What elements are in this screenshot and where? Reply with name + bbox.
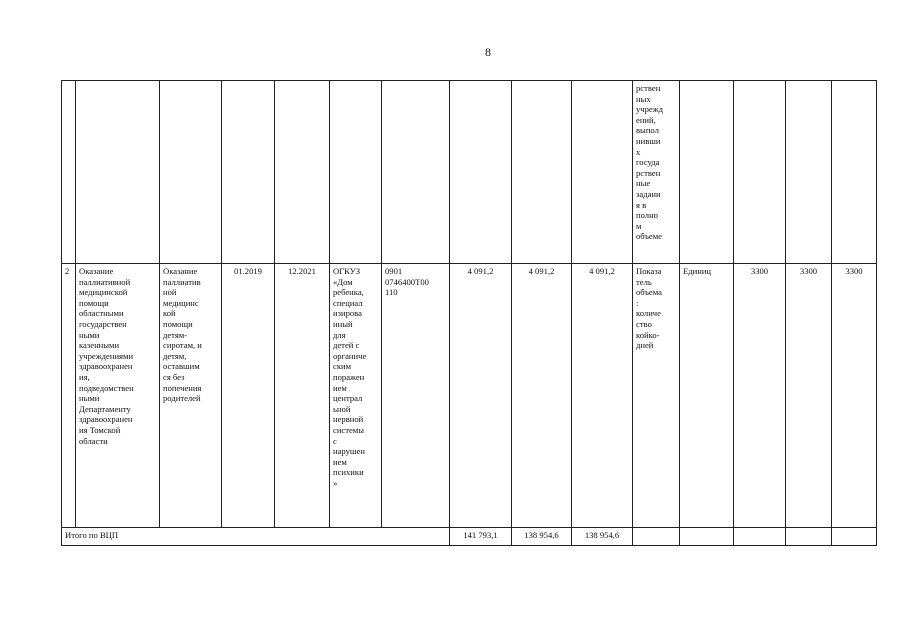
program-table bbox=[61, 80, 877, 546]
cell-line: психики bbox=[333, 467, 364, 478]
cell-line: объеме bbox=[636, 231, 662, 242]
cell-line: медицинс bbox=[163, 297, 199, 308]
cell-num bbox=[62, 81, 76, 264]
cell-line: казенными bbox=[79, 340, 120, 351]
cell-line: ием bbox=[333, 456, 347, 467]
cell-line: Показа bbox=[636, 266, 662, 276]
cell-amount-1: 4 091,2 bbox=[450, 264, 512, 528]
cell-line: с bbox=[333, 435, 337, 446]
cell-line: помощи bbox=[163, 318, 193, 329]
table-row-continuation bbox=[62, 81, 877, 264]
cell-unit bbox=[680, 81, 734, 264]
cell-line: ными bbox=[79, 393, 100, 404]
table-row-total bbox=[62, 528, 877, 546]
cell-total-amount-2: 138 954,6 bbox=[512, 528, 572, 546]
cell-line: для bbox=[333, 329, 346, 340]
cell-code bbox=[382, 81, 450, 264]
cell-line: ся без bbox=[163, 371, 185, 382]
cell-executor bbox=[330, 81, 382, 264]
cell-line: » bbox=[333, 477, 338, 488]
cell-line: койко- bbox=[636, 329, 660, 340]
cell-line: области bbox=[79, 435, 108, 446]
cell-line: рствен bbox=[636, 83, 661, 93]
cell-total-amount-3: 138 954,6 bbox=[572, 528, 633, 546]
cell-line: рствен bbox=[636, 167, 661, 178]
cell-line: ными bbox=[79, 329, 100, 340]
cell-line: изирова bbox=[333, 308, 362, 319]
cell-line: здравоохранен bbox=[79, 361, 133, 372]
cell-value-2 bbox=[786, 81, 832, 264]
cell-total-unit bbox=[680, 528, 734, 546]
cell-line: дней bbox=[636, 340, 654, 351]
cell-end bbox=[275, 81, 330, 264]
cell-line: ия Томской bbox=[79, 424, 121, 435]
cell-line: ьной bbox=[333, 403, 351, 414]
cell-line: нервной bbox=[333, 414, 364, 425]
cell-total-label: Итого по ВЦП bbox=[62, 528, 450, 546]
cell-total-amount-1: 141 793,1 bbox=[450, 528, 512, 546]
cell-line: : bbox=[636, 297, 639, 308]
cell-line: областными bbox=[79, 308, 124, 319]
cell-indicator bbox=[633, 264, 680, 528]
cell-line: ия, bbox=[79, 371, 90, 382]
cell-line: учреждениями bbox=[79, 350, 134, 361]
cell-description bbox=[160, 264, 222, 528]
cell-value-2: 3300 bbox=[786, 264, 832, 528]
cell-line: ребенка, bbox=[333, 287, 364, 298]
cell-line: ОГКУЗ bbox=[333, 266, 361, 276]
cell-total-value-2 bbox=[786, 528, 832, 546]
cell-end: 12.2021 bbox=[275, 264, 330, 528]
cell-line: централ bbox=[333, 393, 363, 404]
cell-line: ные bbox=[636, 178, 651, 189]
cell-line: м bbox=[636, 220, 642, 231]
cell-line: сиротам, и bbox=[163, 340, 202, 351]
cell-line: 0746400Т00 bbox=[385, 276, 429, 287]
cell-start bbox=[222, 81, 275, 264]
cell-description bbox=[160, 81, 222, 264]
cell-line: органиче bbox=[333, 350, 367, 361]
cell-line: нивши bbox=[636, 135, 661, 146]
cell-line: родителей bbox=[163, 393, 201, 404]
cell-value-1: 3300 bbox=[734, 264, 786, 528]
cell-line: х bbox=[636, 146, 641, 157]
cell-name bbox=[76, 264, 160, 528]
cell-line: Департаменту bbox=[79, 403, 131, 414]
cell-value-3: 3300 bbox=[832, 264, 877, 528]
cell-line: паллиатив bbox=[163, 276, 201, 287]
cell-line: полно bbox=[636, 210, 658, 221]
cell-line: 0901 bbox=[385, 266, 403, 276]
cell-indicator bbox=[633, 81, 680, 264]
table-row bbox=[62, 264, 877, 528]
cell-line: госуда bbox=[636, 157, 660, 168]
cell-line: ским bbox=[333, 361, 352, 372]
cell-line: специал bbox=[333, 297, 363, 308]
cell-line: тель bbox=[636, 276, 652, 287]
cell-line: оставшим bbox=[163, 361, 200, 372]
cell-line: помощи bbox=[79, 297, 109, 308]
cell-line: детей с bbox=[333, 340, 360, 351]
cell-line: ием bbox=[333, 382, 347, 393]
cell-executor bbox=[330, 264, 382, 528]
cell-line: подведомствен bbox=[79, 382, 134, 393]
cell-line: Оказание bbox=[79, 266, 114, 276]
cell-line: ство bbox=[636, 318, 652, 329]
cell-line: ной bbox=[163, 287, 177, 298]
cell-line: «Дом bbox=[333, 276, 353, 287]
cell-line: государствен bbox=[79, 318, 127, 329]
cell-line: кой bbox=[163, 308, 176, 319]
cell-line: нарушен bbox=[333, 446, 365, 457]
cell-line: паллиативной bbox=[79, 276, 131, 287]
cell-line: нный bbox=[333, 318, 353, 329]
cell-line: я в bbox=[636, 199, 647, 210]
cell-value-3 bbox=[832, 81, 877, 264]
cell-line: поражен bbox=[333, 371, 365, 382]
cell-line: Оказание bbox=[163, 266, 198, 276]
cell-line: объема bbox=[636, 287, 662, 298]
cell-line: ных bbox=[636, 93, 651, 104]
cell-value-1 bbox=[734, 81, 786, 264]
cell-line: выпол bbox=[636, 125, 659, 136]
cell-line: ений, bbox=[636, 114, 656, 125]
cell-name bbox=[76, 81, 160, 264]
cell-line: количе bbox=[636, 308, 661, 319]
cell-code bbox=[382, 264, 450, 528]
cell-amount-3: 4 091,2 bbox=[572, 264, 633, 528]
cell-line: попечения bbox=[163, 382, 202, 393]
cell-amount-2: 4 091,2 bbox=[512, 264, 572, 528]
page-number: 8 bbox=[485, 45, 491, 59]
cell-start: 01.2019 bbox=[222, 264, 275, 528]
cell-total-value-3 bbox=[832, 528, 877, 546]
cell-amount-2 bbox=[512, 81, 572, 264]
cell-line: учрежд bbox=[636, 104, 664, 115]
cell-total-value-1 bbox=[734, 528, 786, 546]
cell-line: детям, bbox=[163, 350, 187, 361]
cell-line: медицинской bbox=[79, 287, 128, 298]
cell-amount-3 bbox=[572, 81, 633, 264]
cell-line: системы bbox=[333, 424, 365, 435]
cell-line: 110 bbox=[385, 287, 398, 298]
cell-amount-1 bbox=[450, 81, 512, 264]
cell-line: детям- bbox=[163, 329, 188, 340]
cell-num: 2 bbox=[62, 264, 76, 528]
cell-total-indicator bbox=[633, 528, 680, 546]
cell-line: здравоохранен bbox=[79, 414, 133, 425]
cell-line: задани bbox=[636, 188, 661, 199]
cell-unit: Единиц bbox=[680, 264, 734, 528]
